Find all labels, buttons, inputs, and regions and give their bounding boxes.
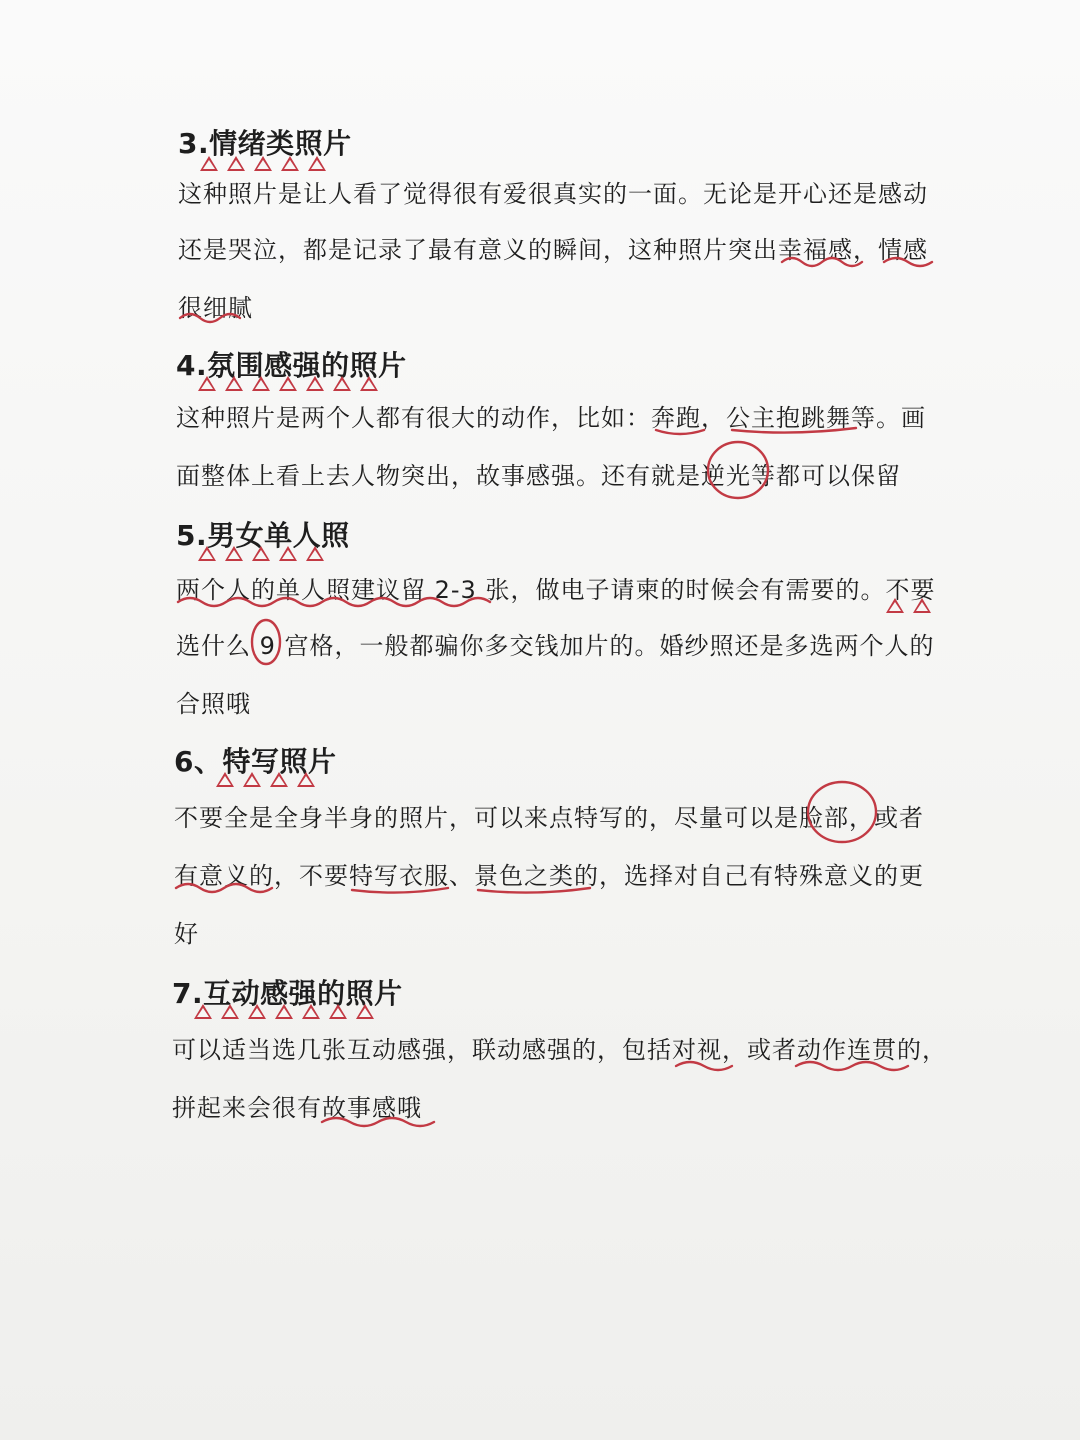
triangle-icon bbox=[248, 1004, 266, 1019]
triangle-icon bbox=[333, 376, 351, 391]
triangle-marks bbox=[194, 1004, 383, 1023]
body-line: 很细腻 bbox=[178, 294, 253, 322]
triangle-icon bbox=[886, 598, 904, 613]
body-line: 有意义的，不要特写衣服、景色之类的，选择对自己有特殊意义的更 bbox=[174, 862, 924, 890]
triangle-icon bbox=[225, 546, 243, 561]
body-line: 面整体上看上去人物突出，故事感强。还有就是逆光等都可以保留 bbox=[176, 462, 901, 490]
body-line: 合照哦 bbox=[176, 690, 251, 718]
triangle-icon bbox=[281, 156, 299, 171]
section-title: 6、特写照片 bbox=[174, 745, 337, 778]
triangle-icon bbox=[198, 376, 216, 391]
triangle-icon bbox=[275, 1004, 293, 1019]
triangle-marks bbox=[216, 772, 324, 791]
triangle-icon bbox=[308, 156, 326, 171]
body-line: 还是哭泣，都是记录了最有意义的瞬间，这种照片突出幸福感，情感 bbox=[178, 236, 928, 264]
triangle-icon bbox=[329, 1004, 347, 1019]
triangle-marks bbox=[200, 156, 335, 175]
triangle-icon bbox=[297, 772, 315, 787]
body-line: 好 bbox=[174, 920, 199, 948]
body-line: 不要全是全身半身的照片，可以来点特写的，尽量可以是脸部，或者 bbox=[174, 804, 924, 832]
triangle-icon bbox=[221, 1004, 239, 1019]
triangle-icon bbox=[252, 376, 270, 391]
triangle-icon bbox=[306, 546, 324, 561]
triangle-icon bbox=[279, 546, 297, 561]
triangle-icon bbox=[198, 546, 216, 561]
section-title: 5.男女单人照 bbox=[176, 519, 350, 552]
triangle-icon bbox=[194, 1004, 212, 1019]
triangle-marks-inline bbox=[886, 598, 940, 617]
triangle-icon bbox=[356, 1004, 374, 1019]
triangle-icon bbox=[306, 376, 324, 391]
triangle-icon bbox=[252, 546, 270, 561]
triangle-marks bbox=[198, 376, 387, 395]
body-line: 选什么 9 宫格，一般都骗你多交钱加片的。婚纱照还是多选两个人的 bbox=[176, 632, 935, 660]
body-line: 拼起来会很有故事感哦 bbox=[172, 1094, 422, 1122]
triangle-icon bbox=[270, 772, 288, 787]
section-title: 7.互动感强的照片 bbox=[172, 977, 403, 1010]
triangle-icon bbox=[913, 598, 931, 613]
body-line: 这种照片是让人看了觉得很有爱很真实的一面。无论是开心还是感动 bbox=[178, 180, 928, 208]
triangle-icon bbox=[200, 156, 218, 171]
triangle-icon bbox=[227, 156, 245, 171]
body-line: 两个人的单人照建议留 2-3 张，做电子请柬的时候会有需要的。不要 bbox=[176, 576, 936, 604]
triangle-icon bbox=[216, 772, 234, 787]
triangle-marks bbox=[198, 546, 333, 565]
body-line: 可以适当选几张互动感强，联动感强的，包括对视，或者动作连贯的， bbox=[172, 1036, 947, 1064]
triangle-icon bbox=[243, 772, 261, 787]
triangle-icon bbox=[279, 376, 297, 391]
triangle-icon bbox=[225, 376, 243, 391]
section-title: 4.氛围感强的照片 bbox=[176, 349, 407, 382]
section-title: 3.情绪类照片 bbox=[178, 127, 352, 160]
triangle-icon bbox=[360, 376, 378, 391]
triangle-icon bbox=[254, 156, 272, 171]
triangle-icon bbox=[302, 1004, 320, 1019]
body-line: 这种照片是两个人都有很大的动作，比如：奔跑，公主抱跳舞等。画 bbox=[176, 404, 926, 432]
